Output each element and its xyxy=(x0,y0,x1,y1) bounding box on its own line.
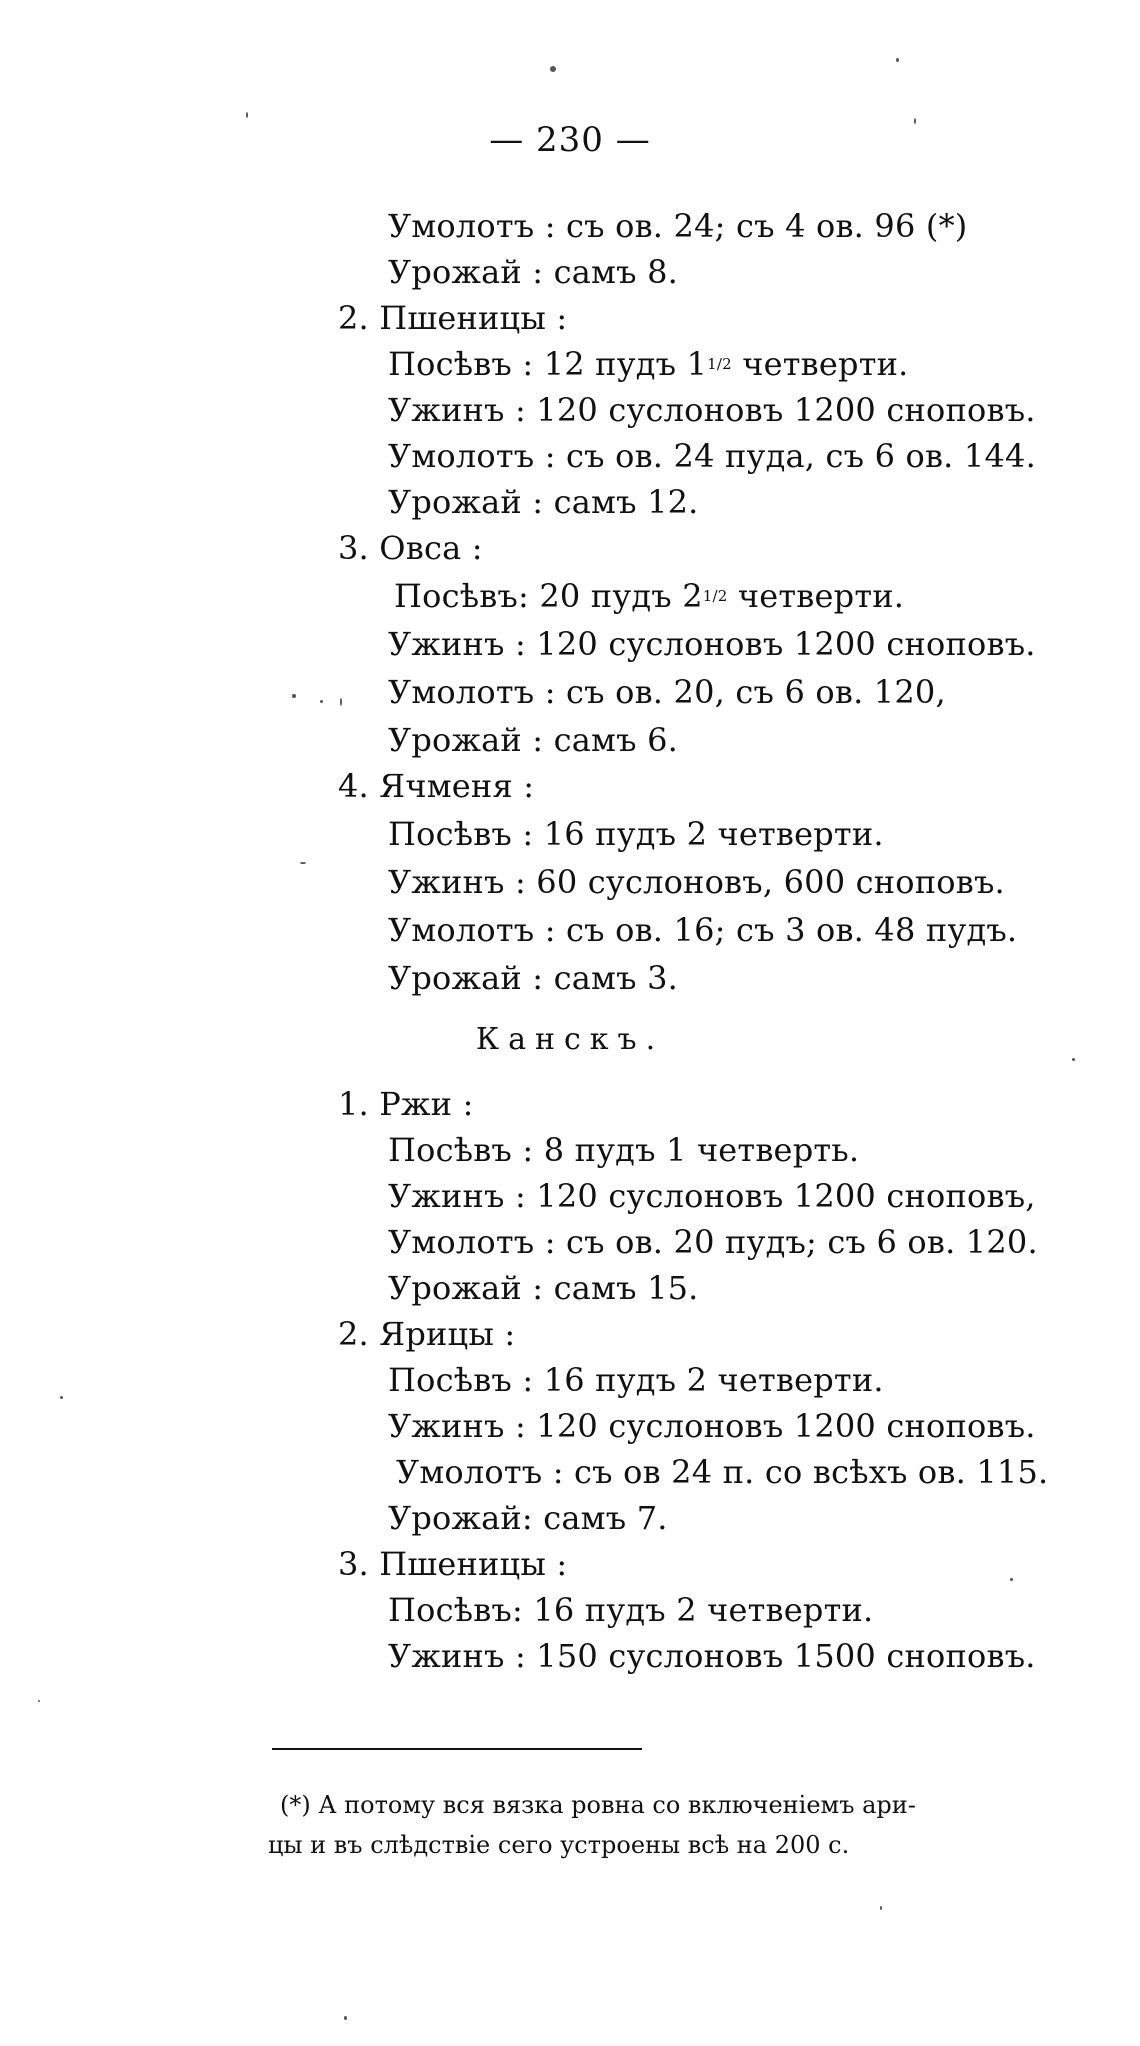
item-title: 1. Ржи : xyxy=(338,1085,474,1123)
footnote-line: цы и въ слѣдствіе сего устроены всѣ на 200 с. xyxy=(268,1831,850,1859)
posev-text: Посѣвъ: 20 пудъ 2 xyxy=(394,577,703,615)
posev-line: Посѣвъ : 16 пудъ 2 четверти. xyxy=(388,1361,884,1399)
umolot-line: Умолотъ : съ ов. 24 пуда, съ 6 ов. 144. xyxy=(388,437,1036,475)
uzhin-line: Ужинъ : 120 суслоновъ 1200 сноповъ. xyxy=(388,1407,1036,1445)
posev-text-end: четверти. xyxy=(731,345,909,383)
posev-line: Посѣвъ: 16 пудъ 2 четверти. xyxy=(388,1591,874,1629)
scan-speck xyxy=(896,58,899,62)
uzhin-line: Ужинъ : 120 суслоновъ 1200 сноповъ. xyxy=(388,391,1036,429)
uzhin-line: Ужинъ : 120 суслоновъ 1200 сноповъ, xyxy=(388,1177,1036,1215)
section-heading: Канскъ. xyxy=(475,1022,665,1057)
scan-speck xyxy=(1010,1578,1013,1581)
scan-speck xyxy=(344,2016,347,2020)
footnote-rule xyxy=(272,1748,642,1750)
urozhai-line: Урожай: самъ 7. xyxy=(388,1499,668,1537)
urozhai-line: Урожай : самъ 12. xyxy=(388,483,699,521)
item-title: 3. Пшеницы : xyxy=(338,1545,568,1583)
scan-speck xyxy=(246,112,248,118)
scan-speck xyxy=(340,698,342,706)
item-title: 2. Пшеницы : xyxy=(338,299,568,337)
urozhai-line: Урожай : самъ 3. xyxy=(388,959,678,997)
scan-speck xyxy=(550,66,556,72)
item-title: 4. Ячменя : xyxy=(338,767,535,805)
scan-speck xyxy=(60,1396,63,1399)
scan-speck xyxy=(300,862,306,864)
urozhai-line: Урожай : самъ 8. xyxy=(388,253,678,291)
page-number: — 230 — xyxy=(489,120,651,160)
urozhai-line: Урожай : самъ 15. xyxy=(388,1269,699,1307)
scan-speck xyxy=(880,1906,882,1910)
umolot-line: Умолотъ : съ ов. 20, съ 6 ов. 120, xyxy=(388,673,946,711)
footnote-line: (*) А потому вся вязка ровна со включеніемъ ари- xyxy=(280,1791,916,1819)
item-title: 2. Ярицы : xyxy=(338,1315,516,1353)
posev-line xyxy=(388,344,909,384)
umolot-line: Умолотъ : съ ов. 24; съ 4 ов. 96 (*) xyxy=(388,207,968,245)
uzhin-line: Ужинъ : 60 суслоновъ, 600 сноповъ. xyxy=(388,863,1005,901)
umolot-line: Умолотъ : съ ов 24 п. со всѣхъ ов. 115. xyxy=(396,1453,1049,1491)
scan-speck xyxy=(914,118,916,124)
scan-speck xyxy=(292,694,296,698)
umolot-line: Умолотъ : съ ов. 16; съ 3 ов. 48 пудъ. xyxy=(388,911,1018,949)
posev-text-end: четверти. xyxy=(727,577,905,615)
posev-fraction: 1/2 xyxy=(707,355,732,373)
posev-fraction: 1/2 xyxy=(702,587,728,605)
posev-line: Посѣвъ : 16 пудъ 2 четверти. xyxy=(388,815,884,853)
scan-speck xyxy=(1072,1058,1075,1061)
urozhai-line: Урожай : самъ 6. xyxy=(388,721,678,759)
scan-speck xyxy=(38,1700,40,1702)
uzhin-line: Ужинъ : 150 суслоновъ 1500 сноповъ. xyxy=(388,1637,1036,1675)
posev-text: Посѣвъ : 12 пудъ 1 xyxy=(388,345,708,383)
uzhin-line: Ужинъ : 120 суслоновъ 1200 сноповъ. xyxy=(388,625,1036,663)
scan-speck xyxy=(320,700,323,703)
item-title: 3. Овса : xyxy=(338,529,483,567)
posev-line xyxy=(394,576,904,616)
umolot-line: Умолотъ : съ ов. 20 пудъ; съ 6 ов. 120. xyxy=(388,1223,1038,1261)
posev-line: Посѣвъ : 8 пудъ 1 четверть. xyxy=(388,1131,860,1169)
